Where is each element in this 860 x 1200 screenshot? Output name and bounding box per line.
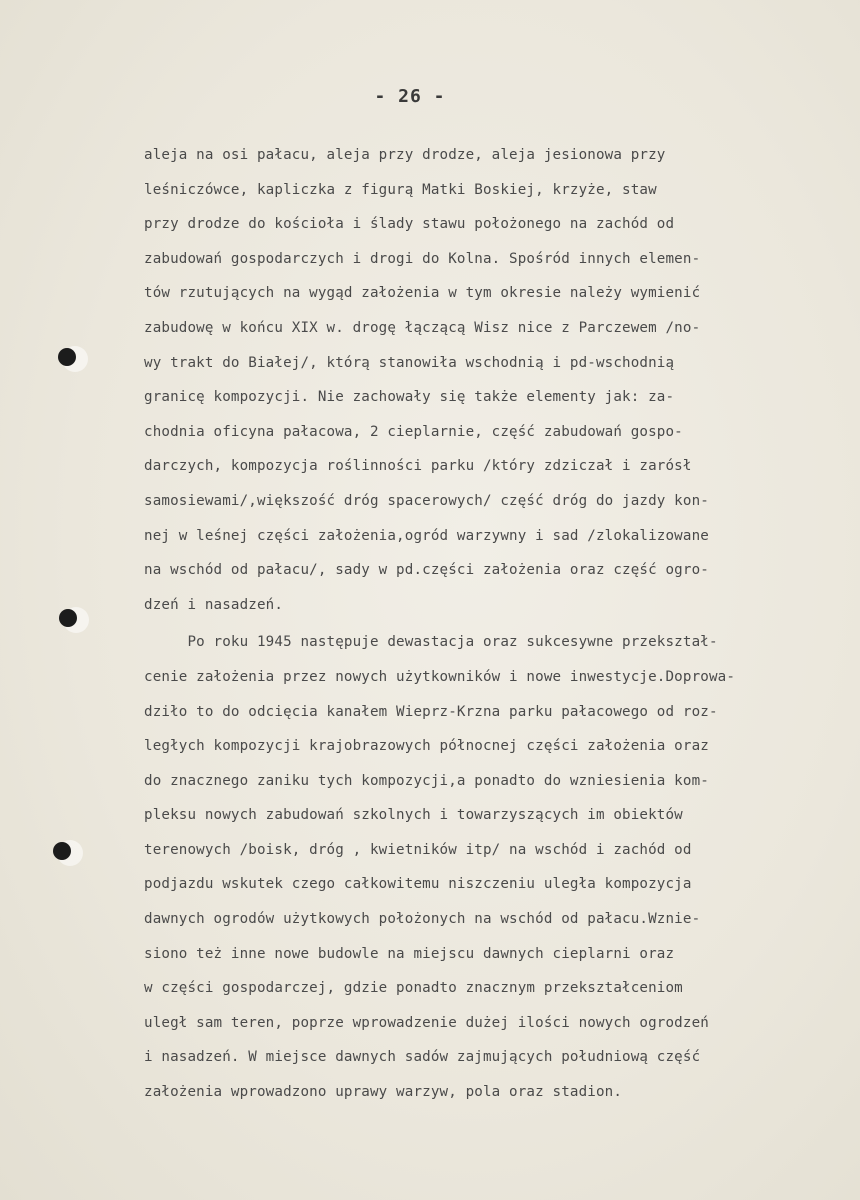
text-line: terenowych /boisk, dróg , kwietników itp/ na wschód i zachód od <box>144 841 692 858</box>
text-line: aleja na osi pałacu, aleja przy drodze, aleja jesionowa przy <box>144 147 666 163</box>
text-line: chodnia oficyna pałacowa, 2 cieplarnie, część zabudowań gospo- <box>144 423 683 440</box>
text-line: pleksu nowych zabudowań szkolnych i towarzyszących im obiektów <box>144 807 683 824</box>
text-line: dawnych ogrodów użytkowych położonych na wschód od pałacu.Wznie- <box>144 911 701 928</box>
text-line: uległ sam teren, poprze wprowadzenie dużej ilości nowych ogrodzeń <box>144 1014 709 1031</box>
text-line: zabudowań gospodarczych i drogi do Kolna. Spośród innych elemen- <box>144 250 701 267</box>
text-line: zabudowę w końcu XIX w. drogę łączącą Wisz nice z Parczewem /no- <box>144 319 701 336</box>
page-number: - 26 - <box>374 86 446 107</box>
text-line: leśniczówce, kapliczka z figurą Matki Boskiej, krzyże, staw <box>144 181 657 198</box>
text-line: podjazdu wskutek czego całkowitemu niszczeniu uległa kompozycja <box>144 876 692 893</box>
text-line: Po roku 1945 następuje dewastacja oraz sukcesywne przekształ- <box>144 634 718 651</box>
punch-hole-top <box>58 348 76 366</box>
text-line: wy trakt do Białej/, którą stanowiła wschodnią i pd-wschodnią <box>144 354 675 371</box>
text-line: nej w leśnej części założenia,ogród warzywny i sad /zlokalizowane <box>144 527 709 544</box>
text-line: dziło to do odcięcia kanałem Wieprz-Krzna parku pałacowego od roz- <box>144 703 718 720</box>
text-line: ległych kompozycji krajobrazowych północnej części założenia oraz <box>144 738 709 755</box>
body-text <box>144 138 834 1110</box>
punch-hole-middle <box>59 609 77 627</box>
text-line: darczych, kompozycja roślinności parku /który zdziczał i zarósł <box>144 458 692 475</box>
text-line: tów rzutujących na wygąd założenia w tym okresie należy wymienić <box>144 285 701 302</box>
text-line: siono też inne nowe budowle na miejscu dawnych cieplarni oraz <box>144 945 675 962</box>
text-line: na wschód od pałacu/, sady w pd.części założenia oraz część ogro- <box>144 562 709 579</box>
text-line: w części gospodarczej, gdzie ponadto znacznym przekształceniom <box>144 980 683 997</box>
text-line: granicę kompozycji. Nie zachowały się także elementy jak: za- <box>144 389 675 406</box>
text-line: do znacznego zaniku tych kompozycji,a ponadto do wzniesienia kom- <box>144 772 709 789</box>
text-line: i nasadzeń. W miejsce dawnych sadów zajmujących południową część <box>144 1049 701 1066</box>
text-line: samosiewami/,większość dróg spacerowych/ część dróg do jazdy kon- <box>144 492 709 509</box>
text-line: założenia wprowadzono uprawy warzyw, pola oraz stadion. <box>144 1084 623 1101</box>
text-line: cenie założenia przez nowych użytkowników i nowe inwestycje.Doprowa- <box>144 668 736 685</box>
text-line: dzeń i nasadzeń. <box>144 596 284 613</box>
punch-hole-bottom <box>53 842 71 860</box>
text-line: przy drodze do kościoła i ślady stawu położonego na zachód od <box>144 216 675 233</box>
